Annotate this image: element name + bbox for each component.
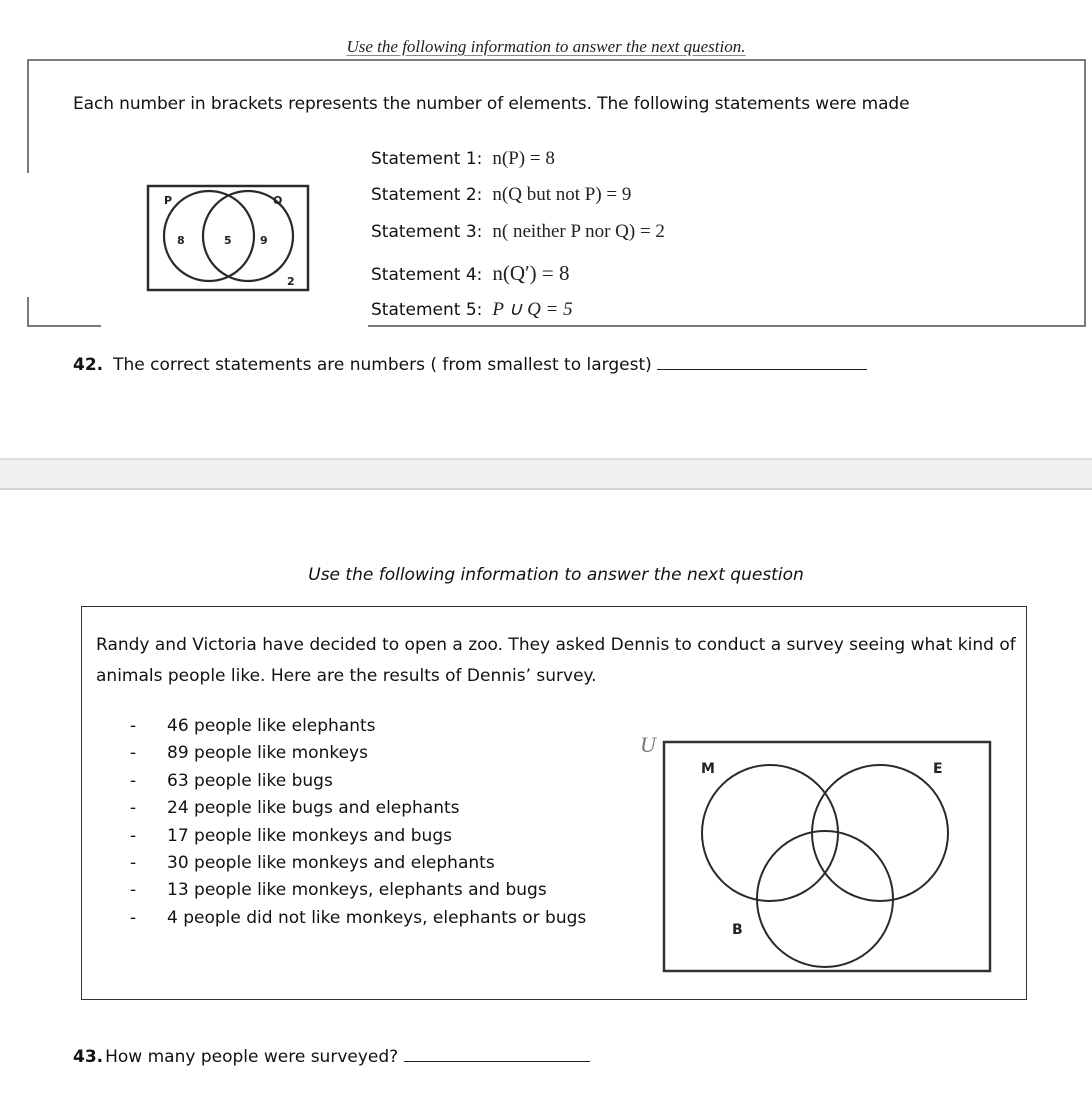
bullet-dash: - xyxy=(130,743,137,764)
statement-label: Statement 5: xyxy=(371,300,483,320)
venn-label-e: E xyxy=(933,761,943,777)
statement-expression: n(P) = 8 xyxy=(492,148,555,169)
list-item: - 13 people like monkeys, elephants and bugs xyxy=(130,877,586,904)
list-item: - 63 people like bugs xyxy=(130,768,586,795)
statement-label: Statement 2: xyxy=(371,185,483,205)
venn-region-p-and-q: 5 xyxy=(224,234,232,247)
venn-diagram-pq xyxy=(146,183,312,293)
venn-region-outside: 2 xyxy=(287,275,295,288)
list-item: - 24 people like bugs and elephants xyxy=(130,795,586,822)
statement-expression: n( neither P nor Q) = 2 xyxy=(492,221,665,242)
venn-label-m: M xyxy=(701,761,715,777)
venn-universe-label: U xyxy=(640,732,656,757)
info-heading-2: Use the following information to answer the next question xyxy=(308,565,804,585)
answer-blank-42[interactable] xyxy=(657,355,867,370)
page-divider xyxy=(0,458,1092,490)
bullet-dash: - xyxy=(130,770,137,791)
statement-5 xyxy=(371,298,573,321)
statement-2 xyxy=(371,184,631,206)
venn-label-q: Q xyxy=(273,194,283,207)
statement-label: Statement 1: xyxy=(371,149,483,169)
question-number: 42. xyxy=(73,355,104,375)
list-item: - 17 people like monkeys and bugs xyxy=(130,823,586,850)
question-text: How many people were surveyed? xyxy=(105,1047,399,1067)
venn-region-p-only: 8 xyxy=(177,234,185,247)
statement-expression: P ∪ Q = 5 xyxy=(492,299,573,320)
info-intro-text: Each number in brackets represents the number of elements. The following statements were made xyxy=(73,94,910,114)
statement-label: Statement 3: xyxy=(371,222,483,242)
statement-3 xyxy=(371,221,665,243)
bullet-dash: - xyxy=(130,853,137,874)
venn-region-q-only: 9 xyxy=(260,234,268,247)
bullet-dash: - xyxy=(130,716,137,736)
survey-intro-text: Randy and Victoria have decided to open a zoo. They asked Dennis to conduct a survey seeing what kind of animals people like. Here are the results of Dennis’ survey. xyxy=(96,635,1016,686)
answer-blank-43[interactable] xyxy=(404,1047,590,1062)
list-item: - 30 people like monkeys and elephants xyxy=(130,850,586,877)
venn-diagram-meb xyxy=(638,730,998,978)
survey-results-list xyxy=(130,713,586,932)
question-42 xyxy=(73,355,867,375)
bullet-dash: - xyxy=(130,880,137,901)
venn-label-b: B xyxy=(732,922,743,938)
venn-label-p: P xyxy=(164,194,173,207)
statement-1 xyxy=(371,148,555,170)
question-43 xyxy=(73,1047,590,1067)
list-item: - 4 people did not like monkeys, elephants or bugs xyxy=(130,905,586,932)
bullet-dash: - xyxy=(130,825,137,846)
statement-label: Statement 4: xyxy=(371,265,483,285)
statement-expression: n(Q but not P) = 9 xyxy=(492,184,632,205)
statement-expression: n(Q′) = 8 xyxy=(492,261,570,285)
list-item: - 46 people like elephants xyxy=(130,713,586,740)
statement-4 xyxy=(371,261,570,286)
list-item: - 89 people like monkeys xyxy=(130,740,586,767)
question-number: 43. xyxy=(73,1047,104,1067)
bullet-dash: - xyxy=(130,798,137,819)
question-text: The correct statements are numbers ( from smallest to largest) xyxy=(113,355,652,375)
info-heading: Use the following information to answer the next question. xyxy=(346,37,746,56)
bullet-dash: - xyxy=(130,907,137,928)
